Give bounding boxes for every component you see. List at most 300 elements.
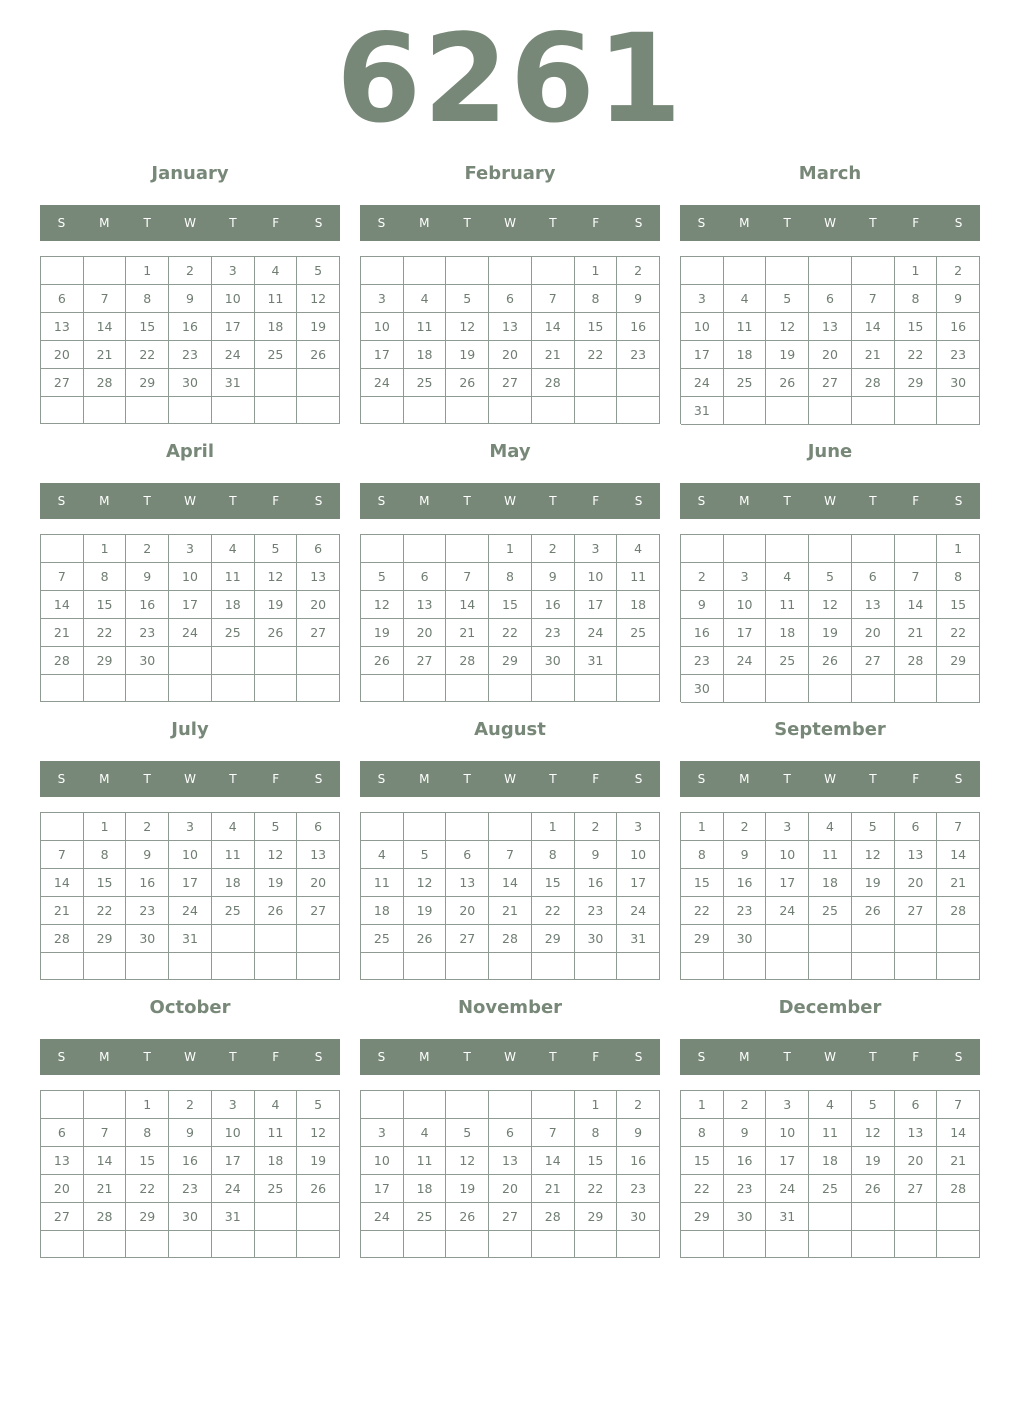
day-cell: 2: [937, 257, 980, 285]
day-cell: 8: [126, 285, 169, 313]
weekday-label: T: [463, 494, 471, 508]
day-cell: 10: [681, 313, 724, 341]
day-cell: 11: [361, 869, 404, 897]
day-cell: 30: [724, 1203, 767, 1231]
month-may: [360, 440, 660, 702]
day-cell: 18: [809, 869, 852, 897]
day-cell: 19: [809, 619, 852, 647]
weekday-label: S: [697, 772, 706, 786]
day-cell: 6: [895, 1091, 938, 1119]
day-cell: 3: [361, 285, 404, 313]
day-cell: 22: [489, 619, 532, 647]
day-cell: 7: [895, 563, 938, 591]
weekday-header: [680, 205, 980, 241]
empty-cell: [297, 1231, 340, 1258]
day-cell: 17: [766, 1147, 809, 1175]
day-cell: 10: [575, 563, 618, 591]
day-cell: 28: [446, 647, 489, 675]
day-cell: 25: [255, 341, 298, 369]
empty-cell: [681, 257, 724, 285]
day-cell: 26: [361, 647, 404, 675]
empty-cell: [212, 1231, 255, 1258]
day-cell: 15: [895, 313, 938, 341]
day-cell: 5: [446, 285, 489, 313]
day-cell: 30: [681, 675, 724, 703]
day-cell: 25: [809, 1175, 852, 1203]
empty-cell: [169, 647, 212, 675]
day-cell: 4: [766, 563, 809, 591]
weekday-label: S: [57, 772, 66, 786]
day-cell: 24: [212, 341, 255, 369]
weekday-label: M: [419, 772, 430, 786]
day-cell: 15: [575, 313, 618, 341]
day-cell: 12: [852, 841, 895, 869]
weekday-label: S: [377, 1050, 386, 1064]
day-cell: 13: [895, 841, 938, 869]
day-cell: 17: [766, 869, 809, 897]
day-cell: 28: [937, 1175, 980, 1203]
day-grid: [680, 534, 980, 702]
day-cell: 16: [126, 591, 169, 619]
day-cell: 14: [446, 591, 489, 619]
day-cell: 3: [617, 813, 660, 841]
day-cell: 30: [169, 369, 212, 397]
day-cell: 2: [724, 813, 767, 841]
empty-cell: [532, 675, 575, 702]
day-cell: 17: [617, 869, 660, 897]
day-cell: 12: [766, 313, 809, 341]
day-cell: 22: [937, 619, 980, 647]
day-cell: 3: [212, 1091, 255, 1119]
day-cell: 7: [852, 285, 895, 313]
day-cell: 1: [681, 1091, 724, 1119]
empty-cell: [404, 257, 447, 285]
day-cell: 24: [617, 897, 660, 925]
weekday-header: [360, 761, 660, 797]
day-grid: [360, 812, 660, 980]
month-title: April: [165, 441, 215, 462]
day-cell: 2: [681, 563, 724, 591]
month-january: [40, 162, 340, 424]
weekday-label: M: [739, 1050, 750, 1064]
weekday-label: T: [783, 772, 791, 786]
empty-cell: [255, 953, 298, 980]
weekday-label: M: [739, 494, 750, 508]
weekday-label: W: [504, 216, 516, 230]
empty-cell: [297, 675, 340, 702]
day-cell: 21: [41, 619, 84, 647]
empty-cell: [766, 397, 809, 425]
day-cell: 18: [404, 1175, 447, 1203]
day-cell: 31: [212, 369, 255, 397]
weekday-label: F: [592, 1050, 600, 1064]
day-cell: 31: [681, 397, 724, 425]
day-cell: 12: [297, 285, 340, 313]
day-cell: 9: [169, 285, 212, 313]
day-cell: 20: [895, 1147, 938, 1175]
empty-cell: [895, 925, 938, 953]
day-cell: 25: [404, 1203, 447, 1231]
empty-cell: [724, 257, 767, 285]
empty-cell: [446, 953, 489, 980]
empty-cell: [852, 257, 895, 285]
day-cell: 17: [169, 869, 212, 897]
day-cell: 28: [489, 925, 532, 953]
day-cell: 8: [937, 563, 980, 591]
weekday-label: T: [463, 216, 471, 230]
day-cell: 30: [617, 1203, 660, 1231]
day-cell: 21: [895, 619, 938, 647]
day-cell: 15: [532, 869, 575, 897]
empty-cell: [809, 535, 852, 563]
weekday-label: M: [419, 1050, 430, 1064]
day-cell: 25: [617, 619, 660, 647]
day-cell: 13: [489, 313, 532, 341]
day-cell: 15: [937, 591, 980, 619]
day-cell: 22: [84, 619, 127, 647]
empty-cell: [489, 397, 532, 424]
day-cell: 26: [809, 647, 852, 675]
weekday-label: T: [549, 772, 557, 786]
day-cell: 28: [895, 647, 938, 675]
day-cell: 5: [404, 841, 447, 869]
weekday-header: [680, 1039, 980, 1075]
weekday-label: M: [419, 216, 430, 230]
day-cell: 10: [169, 841, 212, 869]
empty-cell: [84, 397, 127, 424]
day-cell: 27: [489, 369, 532, 397]
empty-cell: [404, 675, 447, 702]
day-cell: 21: [84, 1175, 127, 1203]
empty-cell: [724, 953, 767, 980]
day-cell: 14: [41, 591, 84, 619]
day-cell: 2: [126, 813, 169, 841]
day-cell: 12: [255, 563, 298, 591]
weekday-label: S: [954, 1050, 963, 1064]
day-cell: 29: [126, 1203, 169, 1231]
day-cell: 22: [895, 341, 938, 369]
empty-cell: [489, 953, 532, 980]
day-cell: 14: [489, 869, 532, 897]
empty-cell: [575, 369, 618, 397]
day-cell: 11: [255, 285, 298, 313]
empty-cell: [41, 1231, 84, 1258]
day-cell: 7: [937, 1091, 980, 1119]
day-cell: 6: [895, 813, 938, 841]
day-cell: 16: [617, 313, 660, 341]
weekday-label: T: [143, 494, 151, 508]
day-grid: [40, 256, 340, 424]
month-title: January: [151, 163, 229, 184]
day-cell: 18: [617, 591, 660, 619]
weekday-label: F: [912, 494, 920, 508]
day-cell: 6: [809, 285, 852, 313]
empty-cell: [361, 1231, 404, 1258]
empty-cell: [532, 953, 575, 980]
day-cell: 2: [169, 1091, 212, 1119]
empty-cell: [361, 257, 404, 285]
day-cell: 9: [724, 841, 767, 869]
empty-cell: [446, 1231, 489, 1258]
day-cell: 10: [212, 285, 255, 313]
empty-cell: [297, 1203, 340, 1231]
weekday-label: S: [954, 772, 963, 786]
empty-cell: [361, 953, 404, 980]
empty-cell: [404, 813, 447, 841]
day-cell: 24: [169, 619, 212, 647]
day-cell: 9: [937, 285, 980, 313]
day-cell: 8: [126, 1119, 169, 1147]
weekday-label: F: [592, 772, 600, 786]
month-title: September: [774, 719, 886, 740]
empty-cell: [809, 397, 852, 425]
day-cell: 20: [489, 341, 532, 369]
day-cell: 18: [404, 341, 447, 369]
day-cell: 18: [255, 313, 298, 341]
weekday-label: F: [592, 494, 600, 508]
empty-cell: [255, 1203, 298, 1231]
day-cell: 27: [895, 897, 938, 925]
day-cell: 7: [532, 285, 575, 313]
empty-cell: [852, 675, 895, 703]
day-cell: 21: [532, 1175, 575, 1203]
weekday-label: M: [739, 772, 750, 786]
day-cell: 6: [404, 563, 447, 591]
empty-cell: [489, 813, 532, 841]
weekday-label: T: [229, 494, 237, 508]
day-cell: 30: [126, 647, 169, 675]
day-cell: 27: [404, 647, 447, 675]
empty-cell: [809, 257, 852, 285]
day-cell: 25: [255, 1175, 298, 1203]
weekday-label: M: [99, 1050, 110, 1064]
day-cell: 20: [41, 1175, 84, 1203]
day-cell: 28: [41, 925, 84, 953]
empty-cell: [895, 953, 938, 980]
day-cell: 28: [84, 369, 127, 397]
day-cell: 24: [361, 369, 404, 397]
weekday-label: T: [229, 772, 237, 786]
weekday-label: S: [697, 216, 706, 230]
day-cell: 10: [169, 563, 212, 591]
empty-cell: [937, 1231, 980, 1258]
weekday-label: T: [549, 494, 557, 508]
weekday-header: [40, 1039, 340, 1075]
day-cell: 25: [212, 619, 255, 647]
day-cell: 13: [852, 591, 895, 619]
day-cell: 13: [489, 1147, 532, 1175]
day-cell: 23: [575, 897, 618, 925]
day-cell: 26: [297, 341, 340, 369]
month-december: [680, 996, 980, 1258]
day-cell: 12: [809, 591, 852, 619]
day-cell: 26: [446, 369, 489, 397]
day-cell: 11: [212, 563, 255, 591]
weekday-label: M: [99, 772, 110, 786]
weekday-label: T: [143, 1050, 151, 1064]
day-cell: 1: [84, 813, 127, 841]
day-grid: [360, 534, 660, 702]
day-cell: 4: [617, 535, 660, 563]
day-cell: 2: [575, 813, 618, 841]
empty-cell: [895, 675, 938, 703]
day-cell: 19: [766, 341, 809, 369]
day-cell: 17: [169, 591, 212, 619]
empty-cell: [766, 535, 809, 563]
day-cell: 12: [297, 1119, 340, 1147]
day-cell: 12: [404, 869, 447, 897]
day-cell: 7: [84, 285, 127, 313]
weekday-label: S: [314, 216, 323, 230]
day-cell: 4: [404, 285, 447, 313]
day-cell: 6: [41, 1119, 84, 1147]
day-cell: 14: [84, 313, 127, 341]
weekday-label: S: [377, 216, 386, 230]
day-cell: 27: [446, 925, 489, 953]
day-cell: 31: [212, 1203, 255, 1231]
day-cell: 30: [575, 925, 618, 953]
day-cell: 26: [297, 1175, 340, 1203]
day-cell: 15: [681, 869, 724, 897]
empty-cell: [937, 925, 980, 953]
day-cell: 26: [766, 369, 809, 397]
empty-cell: [575, 1231, 618, 1258]
empty-cell: [446, 675, 489, 702]
day-cell: 18: [766, 619, 809, 647]
day-cell: 8: [84, 563, 127, 591]
empty-cell: [169, 1231, 212, 1258]
day-cell: 9: [724, 1119, 767, 1147]
weekday-label: T: [463, 772, 471, 786]
weekday-label: S: [57, 494, 66, 508]
day-grid: [360, 1090, 660, 1258]
day-cell: 25: [766, 647, 809, 675]
empty-cell: [404, 1091, 447, 1119]
weekday-label: S: [377, 772, 386, 786]
empty-cell: [361, 813, 404, 841]
month-title: October: [149, 997, 231, 1018]
day-cell: 28: [41, 647, 84, 675]
weekday-header: [360, 483, 660, 519]
day-cell: 26: [446, 1203, 489, 1231]
weekday-label: T: [869, 1050, 877, 1064]
day-cell: 24: [212, 1175, 255, 1203]
day-cell: 17: [212, 313, 255, 341]
day-cell: 11: [212, 841, 255, 869]
empty-cell: [937, 675, 980, 703]
day-cell: 1: [126, 257, 169, 285]
day-cell: 10: [766, 841, 809, 869]
empty-cell: [724, 397, 767, 425]
day-cell: 17: [361, 1175, 404, 1203]
month-july: [40, 718, 340, 980]
empty-cell: [297, 953, 340, 980]
day-cell: 2: [169, 257, 212, 285]
empty-cell: [41, 675, 84, 702]
day-cell: 22: [575, 1175, 618, 1203]
weekday-label: T: [869, 494, 877, 508]
day-cell: 10: [361, 1147, 404, 1175]
day-cell: 19: [255, 591, 298, 619]
weekday-label: S: [634, 494, 643, 508]
day-cell: 19: [297, 313, 340, 341]
month-title: August: [474, 719, 546, 740]
day-cell: 8: [895, 285, 938, 313]
day-cell: 15: [575, 1147, 618, 1175]
day-cell: 7: [41, 841, 84, 869]
day-cell: 6: [297, 535, 340, 563]
day-cell: 1: [895, 257, 938, 285]
day-cell: 22: [84, 897, 127, 925]
day-cell: 20: [852, 619, 895, 647]
day-cell: 20: [297, 869, 340, 897]
day-grid: [680, 256, 980, 424]
empty-cell: [255, 397, 298, 424]
empty-cell: [489, 675, 532, 702]
day-cell: 11: [404, 313, 447, 341]
day-cell: 23: [169, 1175, 212, 1203]
day-cell: 29: [532, 925, 575, 953]
weekday-label: S: [634, 772, 643, 786]
day-cell: 16: [937, 313, 980, 341]
day-cell: 20: [809, 341, 852, 369]
day-cell: 22: [532, 897, 575, 925]
month-title: March: [798, 163, 862, 184]
empty-cell: [126, 675, 169, 702]
day-cell: 17: [724, 619, 767, 647]
day-cell: 5: [297, 257, 340, 285]
day-cell: 29: [681, 925, 724, 953]
empty-cell: [681, 535, 724, 563]
day-cell: 30: [169, 1203, 212, 1231]
day-cell: 8: [681, 841, 724, 869]
empty-cell: [617, 675, 660, 702]
empty-cell: [532, 397, 575, 424]
empty-cell: [446, 397, 489, 424]
empty-cell: [297, 925, 340, 953]
weekday-label: W: [504, 494, 516, 508]
weekday-header: [680, 761, 980, 797]
day-cell: 24: [724, 647, 767, 675]
empty-cell: [41, 535, 84, 563]
empty-cell: [41, 953, 84, 980]
day-cell: 12: [255, 841, 298, 869]
weekday-label: W: [184, 216, 196, 230]
empty-cell: [361, 1091, 404, 1119]
day-cell: 16: [169, 1147, 212, 1175]
weekday-label: M: [99, 494, 110, 508]
day-cell: 14: [937, 841, 980, 869]
weekday-label: T: [229, 216, 237, 230]
day-cell: 22: [681, 1175, 724, 1203]
day-cell: 14: [532, 1147, 575, 1175]
empty-cell: [532, 1091, 575, 1119]
day-cell: 16: [575, 869, 618, 897]
month-title: June: [807, 441, 853, 462]
empty-cell: [937, 1203, 980, 1231]
empty-cell: [446, 1091, 489, 1119]
empty-cell: [212, 675, 255, 702]
day-cell: 11: [809, 841, 852, 869]
day-cell: 13: [809, 313, 852, 341]
empty-cell: [84, 1231, 127, 1258]
day-cell: 2: [617, 1091, 660, 1119]
empty-cell: [852, 535, 895, 563]
day-cell: 20: [446, 897, 489, 925]
day-cell: 24: [681, 369, 724, 397]
day-cell: 9: [617, 285, 660, 313]
empty-cell: [852, 397, 895, 425]
